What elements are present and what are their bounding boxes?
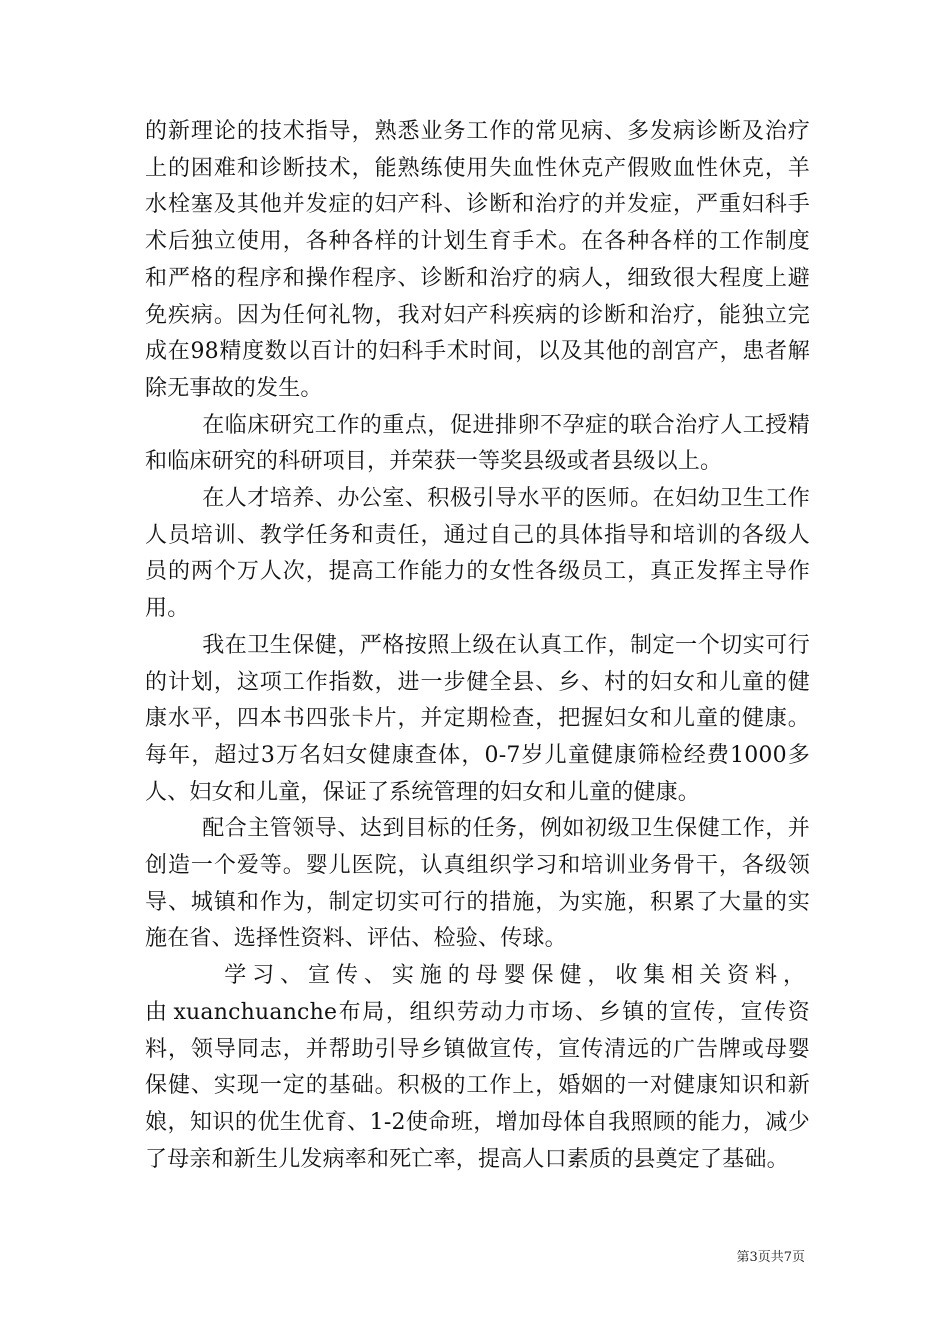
paragraph-surgery-skills: 的新理论的技术指导，熟悉业务工作的常见病、多发病诊断及治疗上的困难和诊断技术，能熟练使用失血性休克产假败血性休克，羊水栓塞及其他并发症的妇产科、诊断和治疗的并发症，严重妇科手术后独立使用，各种各样的计划生育手术。在各种各样的工作制度和严格的程序和操作程序、诊断和治疗的病人，细致很大程度上避免疾病。因为任何礼物，我对妇产科疾病的诊断和治疗，能独立完成在98精度数以百计的妇科手术时间，以及其他的剖宫产，患者解除无事故的发生。 [145, 119, 810, 401]
page-number-footer: 第3页共7页 [736, 1250, 805, 1265]
paragraph-maternal-publicity-first: 学习、宣传、实施的母婴保健，收集相关资料，由 [145, 963, 810, 1025]
paragraph-primary-care: 配合主管领导、达到目标的任务，例如初级卫生保健工作，并创造一个爱等。婴儿医院，认真组织学习和培训业务骨干，各级领导、城镇和作为，制定切实可行的措施，为实施，积累了大量的实施在省、选择性资料、评估、检验、传球。 [145, 816, 810, 952]
document-body [145, 114, 810, 1178]
paragraph-talent-training: 在人才培养、办公室、积极引导水平的医师。在妇幼卫生工作人员培训、教学任务和责任，通过自己的具体指导和培训的各级人员的两个万人次，提高工作能力的女性各级员工，真正发挥主导作用。 [145, 486, 810, 622]
paragraph-health-care: 我在卫生保健，严格按照上级在认真工作，制定一个切实可行的计划，这项工作指数，进一步健全县、乡、村的妇女和儿童的健康水平，四本书四张卡片，并定期检查，把握妇女和儿童的健康。每年，超过3万名妇女健康查体，0-7岁儿童健康筛检经费1000多人、妇女和儿童，保证了系统管理的妇女和儿童的健康。 [145, 632, 810, 805]
paragraph-clinical-research: 在临床研究工作的重点，促进排卵不孕症的联合治疗人工授精和临床研究的科研项目，并荣获一等奖县级或者县级以上。 [145, 412, 810, 475]
paragraph-maternal-publicity [145, 958, 810, 1178]
paragraph-maternal-publicity-rest: xuanchuanche布局，组织劳动力市场、乡镇的宣传，宣传资料，领导同志，并帮助引导乡镇做宣传，宣传清远的广告牌或母婴保健、实现一定的基础。积极的工作上，婚姻的一对健康知识和新娘，知识的优生优育、1-2使命班，增加母体自我照顾的能力，减少了母亲和新生儿发病率和死亡率，提高人口素质的县奠定了基础。 [145, 999, 810, 1172]
